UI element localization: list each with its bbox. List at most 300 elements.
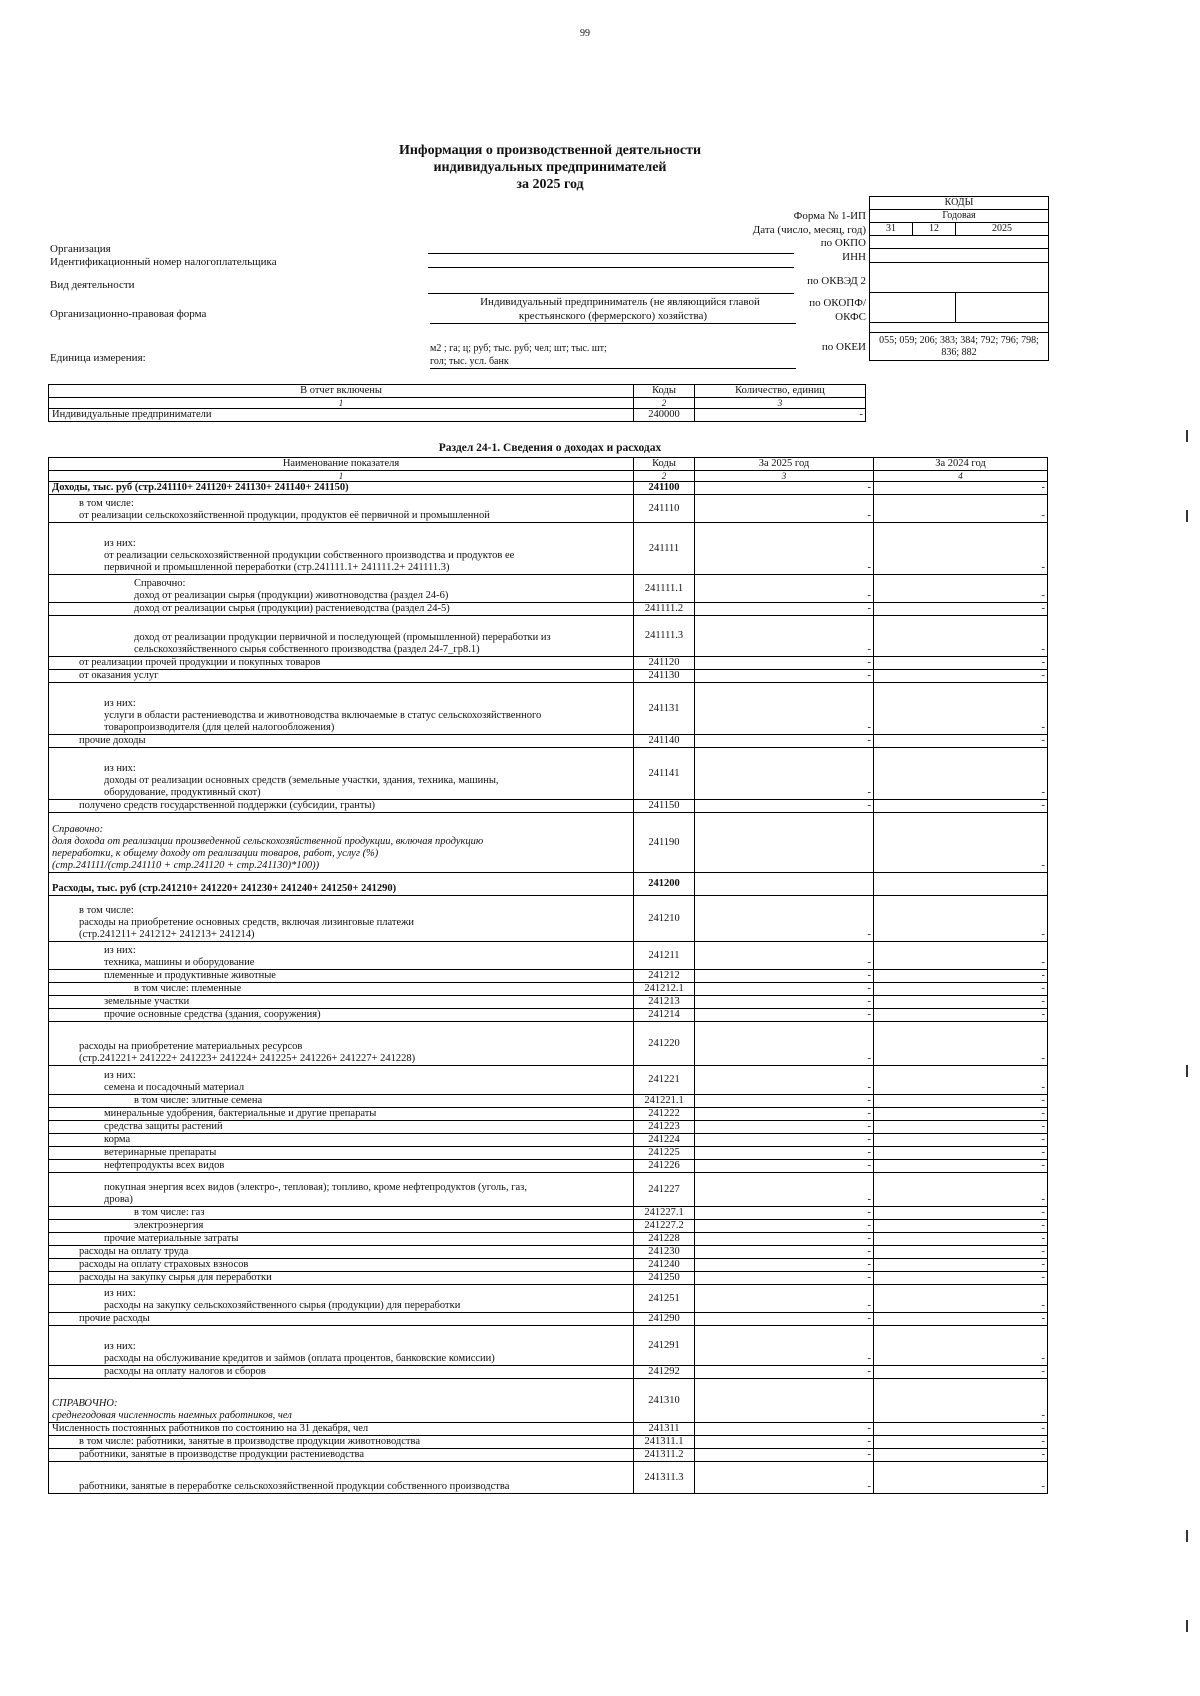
- table-row: [49, 1272, 1048, 1285]
- row-code: 241140: [634, 735, 695, 748]
- row-label-line: земельные участки: [104, 996, 190, 1007]
- row-code: 241226: [634, 1160, 695, 1173]
- value-2024-cell: -: [874, 1066, 1048, 1095]
- row-label: [49, 873, 634, 896]
- table-row: [49, 1173, 1048, 1207]
- row-code: 241225: [634, 1147, 695, 1160]
- units-value-2: гол; тыс. усл. банк: [430, 355, 796, 369]
- value-2025-cell: -: [695, 1009, 874, 1022]
- value-2024-cell: -: [874, 616, 1048, 657]
- value-2024-cell: -: [874, 1462, 1048, 1494]
- value-2025-cell: -: [695, 1272, 874, 1285]
- value-2024-cell: -: [874, 1121, 1048, 1134]
- row-code: 241211: [634, 942, 695, 970]
- row-code: 241111.3: [634, 616, 695, 657]
- value-2025-cell: -: [695, 683, 874, 735]
- value-2025-cell: -: [695, 1436, 874, 1449]
- units-value-1: м2 ; га; ц; руб; тыс. руб; чел; шт; тыс. шт;: [430, 343, 607, 354]
- table-row: [49, 603, 1048, 616]
- row-code: 241120: [634, 657, 695, 670]
- value-2024-cell: -: [874, 1207, 1048, 1220]
- table-row: [49, 813, 1048, 873]
- included-colnum-2: 2: [634, 398, 695, 409]
- row-code: 241141: [634, 748, 695, 800]
- row-label-line: в том числе: племенные: [134, 983, 242, 994]
- value-2025-cell: -: [695, 1246, 874, 1259]
- row-label: [49, 800, 634, 813]
- row-label: [49, 657, 634, 670]
- page-number: 99: [580, 28, 590, 39]
- table-row: [49, 1160, 1048, 1173]
- value-2024-cell: -: [874, 482, 1048, 495]
- scan-edge-mark: [1186, 1620, 1188, 1632]
- row-code: 241111.2: [634, 603, 695, 616]
- row-label-line: (стр.241111/(стр.241110 + стр.241120 + стр.241130)*100)): [52, 860, 320, 871]
- scan-edge-mark: [1186, 430, 1188, 442]
- row-label-line: прочие материальные затраты: [104, 1233, 239, 1244]
- codes-title: КОДЫ: [870, 197, 1049, 210]
- row-label-line: (стр.241221+ 241222+ 241223+ 241224+ 241225+ 241226+ 241227+ 241228): [79, 1053, 416, 1064]
- scan-edge-mark: [1186, 1065, 1188, 1077]
- row-label: [49, 983, 634, 996]
- value-2024-cell: -: [874, 1449, 1048, 1462]
- table-row: [49, 1009, 1048, 1022]
- row-label-line: электроэнергия: [134, 1220, 204, 1231]
- row-code: 241221: [634, 1066, 695, 1095]
- value-2025-cell: -: [695, 1173, 874, 1207]
- row-label: [49, 1121, 634, 1134]
- legal-form-value-1: Индивидуальный предприниматель (не являющийся главой: [480, 296, 760, 308]
- row-label-line: (стр.241211+ 241212+ 241213+ 241214): [79, 929, 255, 940]
- row-code: 241311.3: [634, 1462, 695, 1494]
- table-row: [49, 942, 1048, 970]
- row-code: 241311: [634, 1423, 695, 1436]
- inn-cell: [870, 249, 1049, 263]
- row-label: [49, 1246, 634, 1259]
- row-code: 241200: [634, 873, 695, 896]
- row-label: [49, 1313, 634, 1326]
- row-code: 241150: [634, 800, 695, 813]
- value-2025-cell: -: [695, 1147, 874, 1160]
- table-row: [49, 1207, 1048, 1220]
- value-2024-cell: -: [874, 983, 1048, 996]
- row-code: 241223: [634, 1121, 695, 1134]
- row-label-line: техника, машины и оборудование: [104, 957, 255, 968]
- date-day: 31: [870, 223, 913, 236]
- activity-line: [428, 292, 794, 294]
- row-label-line: расходы на приобретение материальных ресурсов: [79, 1041, 303, 1052]
- row-code: 241222: [634, 1108, 695, 1121]
- row-label: [49, 1233, 634, 1246]
- okpo-cell: [870, 236, 1049, 249]
- row-code: 241131: [634, 683, 695, 735]
- value-2025-cell: -: [695, 1259, 874, 1272]
- value-2025-cell: -: [695, 603, 874, 616]
- row-label: [49, 1326, 634, 1366]
- value-2025-cell: -: [695, 1313, 874, 1326]
- codes-box: [869, 196, 1049, 361]
- row-code: 241111: [634, 523, 695, 575]
- value-2025-cell: -: [695, 1233, 874, 1246]
- row-label-line: от оказания услуг: [79, 670, 159, 681]
- okved-cell: [870, 263, 1049, 293]
- row-label: [49, 670, 634, 683]
- table-row: [49, 1134, 1048, 1147]
- table-row: [49, 748, 1048, 800]
- value-2025-cell: [695, 813, 874, 873]
- value-2025-cell: -: [695, 1095, 874, 1108]
- value-2024-cell: [874, 873, 1048, 896]
- row-label-line: услуги в области растениеводства и животноводства включаемые в статус сельскохозяйственного: [104, 710, 542, 721]
- row-label: [49, 1022, 634, 1066]
- included-row-value: -: [695, 409, 866, 422]
- row-label-line: из них:: [104, 1288, 136, 1299]
- row-label: [49, 735, 634, 748]
- row-label-line: от реализации сельскохозяйственной продукции, продуктов её первичной и промышленной: [79, 510, 490, 521]
- row-label: [49, 495, 634, 523]
- row-code: 241311.2: [634, 1449, 695, 1462]
- scan-edge-mark: [1186, 510, 1188, 522]
- row-label: [49, 1095, 634, 1108]
- row-code: 241228: [634, 1233, 695, 1246]
- row-label: [49, 970, 634, 983]
- table-row: [49, 495, 1048, 523]
- table-row: [49, 670, 1048, 683]
- table-row: [49, 1326, 1048, 1366]
- table-row: [49, 1233, 1048, 1246]
- value-2024-cell: -: [874, 1022, 1048, 1066]
- value-2025-cell: -: [695, 1121, 874, 1134]
- value-2024-cell: -: [874, 1326, 1048, 1366]
- row-label: [49, 1147, 634, 1160]
- row-code: 241212.1: [634, 983, 695, 996]
- scan-edge-mark: [1186, 1530, 1188, 1542]
- value-2024-cell: -: [874, 1436, 1048, 1449]
- row-label: [49, 1066, 634, 1095]
- row-label-line: дрова): [104, 1194, 133, 1205]
- value-2025-cell: -: [695, 748, 874, 800]
- okpo-label: по ОКПО: [820, 237, 866, 249]
- row-label-line: минеральные удобрения, бактериальные и другие препараты: [104, 1108, 377, 1119]
- value-2025-cell: -: [695, 616, 874, 657]
- row-label: [49, 1449, 634, 1462]
- table-row: [49, 1366, 1048, 1379]
- row-label: [49, 896, 634, 942]
- row-label-line: Численность постоянных работников по состоянию на 31 декабря, чел: [52, 1423, 369, 1434]
- value-2024-cell: -: [874, 1272, 1048, 1285]
- taxpayer-id-line: [428, 266, 794, 268]
- row-label-line: из них:: [104, 538, 136, 549]
- row-code: 241227.2: [634, 1220, 695, 1233]
- included-row-code: 240000: [634, 409, 695, 422]
- row-label-line: среднегодовая численность наемных работников, чел: [52, 1410, 292, 1421]
- value-2024-cell: -: [874, 813, 1048, 873]
- main-colnum-3: 3: [695, 471, 874, 482]
- table-row: [49, 800, 1048, 813]
- table-row: [49, 735, 1048, 748]
- okopf-cell: [870, 293, 956, 323]
- main-header-2025: За 2025 год: [695, 458, 874, 471]
- table-row: [49, 1259, 1048, 1272]
- row-label: [49, 1423, 634, 1436]
- value-2024-cell: -: [874, 523, 1048, 575]
- form-title-line-1: Информация о производственной деятельности: [398, 143, 702, 158]
- row-label: [49, 1366, 634, 1379]
- row-label-line: расходы на оплату налогов и сборов: [104, 1366, 266, 1377]
- date-label: Дата (число, месяц, год): [752, 224, 866, 236]
- okei-label: по ОКЕИ: [821, 341, 866, 353]
- value-2025-cell: -: [695, 1207, 874, 1220]
- main-colnum-4: 4: [874, 471, 1048, 482]
- row-label-line: от реализации сельскохозяйственной продукции собственного производства и продуктов ее: [104, 550, 515, 561]
- row-label-line: доход от реализации сырья (продукции) растениеводства (раздел 24-5): [134, 603, 450, 614]
- row-label-line: расходы на обслуживание кредитов и займов (оплата процентов, банковские комиссии): [104, 1353, 495, 1364]
- value-2024-cell: -: [874, 1147, 1048, 1160]
- row-label: [49, 603, 634, 616]
- value-2025-cell: -: [695, 657, 874, 670]
- date-month: 12: [913, 223, 956, 236]
- value-2025-cell: -: [695, 896, 874, 942]
- row-code: 241292: [634, 1366, 695, 1379]
- value-2025-cell: -: [695, 1066, 874, 1095]
- value-2024-cell: -: [874, 1134, 1048, 1147]
- table-row: [49, 683, 1048, 735]
- table-row: [49, 657, 1048, 670]
- row-label-line: племенные и продуктивные животные: [104, 970, 276, 981]
- value-2024-cell: -: [874, 657, 1048, 670]
- row-label-line: доля дохода от реализации произведенной сельскохозяйственной продукции, включая продукцию: [52, 836, 484, 847]
- value-2024-cell: -: [874, 896, 1048, 942]
- value-2025-cell: [695, 873, 874, 896]
- row-code: 241311.1: [634, 1436, 695, 1449]
- taxpayer-id-label: Идентификационный номер налогоплательщика: [50, 256, 277, 268]
- spacer-cell: [870, 323, 1049, 333]
- date-year: 2025: [956, 223, 1049, 236]
- value-2024-cell: -: [874, 735, 1048, 748]
- row-label-line: покупная энергия всех видов (электро-, тепловая); топливо, кроме нефтепродуктов (уголь, газ,: [104, 1182, 527, 1193]
- value-2024-cell: -: [874, 1108, 1048, 1121]
- value-2025-cell: -: [695, 575, 874, 603]
- row-label-line: Расходы, тыс. руб (стр.241210+ 241220+ 241230+ 241240+ 241250+ 241290): [52, 883, 397, 894]
- value-2024-cell: -: [874, 970, 1048, 983]
- row-label-line: первичной и промышленной переработки (стр.241111.1+ 241111.2+ 241111.3): [104, 562, 450, 573]
- value-2024-cell: -: [874, 1259, 1048, 1272]
- included-colnum-1: 1: [49, 398, 634, 409]
- row-label-line: в том числе: элитные семена: [134, 1095, 263, 1106]
- value-2024-cell: -: [874, 1285, 1048, 1313]
- value-2025-cell: -: [695, 495, 874, 523]
- value-2025-cell: -: [695, 1220, 874, 1233]
- row-code: 241224: [634, 1134, 695, 1147]
- table-row: [49, 873, 1048, 896]
- row-code: 241100: [634, 482, 695, 495]
- value-2025-cell: -: [695, 1449, 874, 1462]
- row-label-line: средства защиты растений: [104, 1121, 223, 1132]
- row-label: [49, 1207, 634, 1220]
- table-row: [49, 896, 1048, 942]
- value-2024-cell: -: [874, 1160, 1048, 1173]
- form-title-line-2: индивидуальных предпринимателей: [433, 160, 667, 175]
- row-code: 241213: [634, 996, 695, 1009]
- okved-label: по ОКВЭД 2: [807, 275, 866, 287]
- value-2024-cell: -: [874, 1173, 1048, 1207]
- row-label: [49, 1160, 634, 1173]
- row-label: [49, 1272, 634, 1285]
- legal-form-label: Организационно-правовая форма: [50, 308, 207, 320]
- row-label: [49, 1134, 634, 1147]
- row-code: 241230: [634, 1246, 695, 1259]
- value-2024-cell: -: [874, 996, 1048, 1009]
- value-2025-cell: -: [695, 970, 874, 983]
- table-row: [49, 1436, 1048, 1449]
- row-label-line: из них:: [104, 945, 136, 956]
- value-2024-cell: -: [874, 575, 1048, 603]
- row-label: [49, 748, 634, 800]
- row-label-line: расходы на приобретение основных средств, включая лизинговые платежи: [79, 917, 415, 928]
- row-label: [49, 996, 634, 1009]
- row-label: [49, 1009, 634, 1022]
- table-row: [49, 1121, 1048, 1134]
- row-label: [49, 813, 634, 873]
- value-2025-cell: -: [695, 1285, 874, 1313]
- table-row: [49, 575, 1048, 603]
- row-label-line: доход от реализации сырья (продукции) животноводства (раздел 24-6): [134, 590, 449, 601]
- row-label: [49, 1462, 634, 1494]
- main-header-code: Коды: [634, 458, 695, 471]
- row-code: 241111.1: [634, 575, 695, 603]
- value-2025-cell: -: [695, 1108, 874, 1121]
- row-label-line: от реализации прочей продукции и покупных товаров: [79, 657, 321, 668]
- value-2024-cell: -: [874, 495, 1048, 523]
- included-colnum-3: 3: [695, 398, 866, 409]
- row-label-line: доходы от реализации основных средств (земельные участки, здания, техника, машины,: [104, 775, 499, 786]
- row-label: [49, 1259, 634, 1272]
- value-2025-cell: -: [695, 996, 874, 1009]
- value-2024-cell: -: [874, 1423, 1048, 1436]
- included-row-label: Индивидуальные предприниматели: [49, 409, 634, 422]
- section-title: Раздел 24-1. Сведения о доходах и расходах: [438, 442, 662, 454]
- row-label-line: расходы на закупку сырья для переработки: [79, 1272, 272, 1283]
- main-colnum-1: 1: [49, 471, 634, 482]
- table-row: [49, 996, 1048, 1009]
- income-expense-table: [48, 457, 1048, 1494]
- table-row: [49, 970, 1048, 983]
- row-label: [49, 1436, 634, 1449]
- activity-label: Вид деятельности: [50, 279, 135, 291]
- row-label-line: из них:: [104, 763, 136, 774]
- table-row: [49, 1449, 1048, 1462]
- okopf-label: по ОКОПФ/: [809, 297, 866, 309]
- row-label-line: ветеринарные препараты: [104, 1147, 217, 1158]
- row-label: [49, 616, 634, 657]
- row-label: [49, 1285, 634, 1313]
- row-label: [49, 942, 634, 970]
- row-code: 241290: [634, 1313, 695, 1326]
- row-label: [49, 1379, 634, 1423]
- value-2024-cell: -: [874, 942, 1048, 970]
- row-code: 241214: [634, 1009, 695, 1022]
- value-2024-cell: -: [874, 800, 1048, 813]
- okei-value: 055; 059; 206; 383; 384; 792; 796; 798; 836; 882: [870, 333, 1049, 361]
- value-2025-cell: -: [695, 670, 874, 683]
- row-label: [49, 575, 634, 603]
- inn-code-label: ИНН: [842, 251, 866, 263]
- row-label-line: из них:: [104, 1070, 136, 1081]
- row-label-line: в том числе:: [79, 905, 134, 916]
- row-label-line: в том числе: работники, занятые в производстве продукции животноводства: [79, 1436, 421, 1447]
- row-code: 241250: [634, 1272, 695, 1285]
- value-2025-cell: -: [695, 1022, 874, 1066]
- value-2025-cell: -: [695, 1423, 874, 1436]
- value-2025-cell: -: [695, 1366, 874, 1379]
- value-2025-cell: -: [695, 1134, 874, 1147]
- value-2024-cell: -: [874, 1379, 1048, 1423]
- row-label-line: доход от реализации продукции первичной и последующей (промышленной) переработки из: [134, 632, 551, 643]
- included-table: [48, 384, 866, 422]
- row-label-line: расходы на оплату страховых взносов: [79, 1259, 249, 1270]
- row-label-line: оборудование, продуктивный скот): [104, 787, 261, 798]
- form-period-value: Годовая: [870, 210, 1049, 223]
- row-label-line: расходы на закупку сельскохозяйственного сырья (продукции) для переработки: [104, 1300, 461, 1311]
- row-code: 241220: [634, 1022, 695, 1066]
- row-label-line: прочие основные средства (здания, сооружения): [104, 1009, 321, 1020]
- table-row: [49, 1095, 1048, 1108]
- row-label-line: в том числе: газ: [134, 1207, 205, 1218]
- main-header-2024: За 2024 год: [874, 458, 1048, 471]
- value-2025-cell: -: [695, 735, 874, 748]
- value-2025-cell: -: [695, 800, 874, 813]
- row-label: [49, 523, 634, 575]
- value-2024-cell: -: [874, 603, 1048, 616]
- table-row: [49, 1147, 1048, 1160]
- row-label-line: прочие доходы: [79, 735, 146, 746]
- row-label-line: работники, занятые в производстве продукции растениеводства: [79, 1449, 365, 1460]
- value-2024-cell: -: [874, 1220, 1048, 1233]
- row-label: [49, 1173, 634, 1207]
- row-label: [49, 482, 634, 495]
- row-label: [49, 683, 634, 735]
- main-colnum-2: 2: [634, 471, 695, 482]
- main-header-name: Наименование показателя: [49, 458, 634, 471]
- table-row: [49, 1462, 1048, 1494]
- table-row: [49, 1246, 1048, 1259]
- included-header-name: В отчет включены: [49, 385, 634, 398]
- table-row: [49, 1022, 1048, 1066]
- table-row: [49, 1108, 1048, 1121]
- row-label-line: товаропроизводителя (для целей налогообложения): [104, 722, 335, 733]
- form-title-line-3: за 2025 год: [516, 177, 584, 192]
- table-row: [49, 1379, 1048, 1423]
- value-2025-cell: -: [695, 1462, 874, 1494]
- value-2024-cell: -: [874, 683, 1048, 735]
- form-title: [340, 142, 760, 193]
- row-label-line: расходы на оплату труда: [79, 1246, 189, 1257]
- row-label-line: Справочно:: [134, 578, 186, 589]
- value-2025-cell: -: [695, 942, 874, 970]
- organization-line: [428, 252, 794, 254]
- row-label-line: СПРАВОЧНО:: [52, 1398, 118, 1409]
- table-row: [49, 1220, 1048, 1233]
- table-row: [49, 1313, 1048, 1326]
- table-row: [49, 1423, 1048, 1436]
- row-code: 241221.1: [634, 1095, 695, 1108]
- value-2024-cell: -: [874, 1313, 1048, 1326]
- row-code: 241212: [634, 970, 695, 983]
- row-label: [49, 1220, 634, 1233]
- row-label-line: Справочно:: [52, 824, 104, 835]
- row-label-line: Доходы, тыс. руб (стр.241110+ 241120+ 241130+ 241140+ 241150): [52, 482, 349, 493]
- value-2024-cell: -: [874, 670, 1048, 683]
